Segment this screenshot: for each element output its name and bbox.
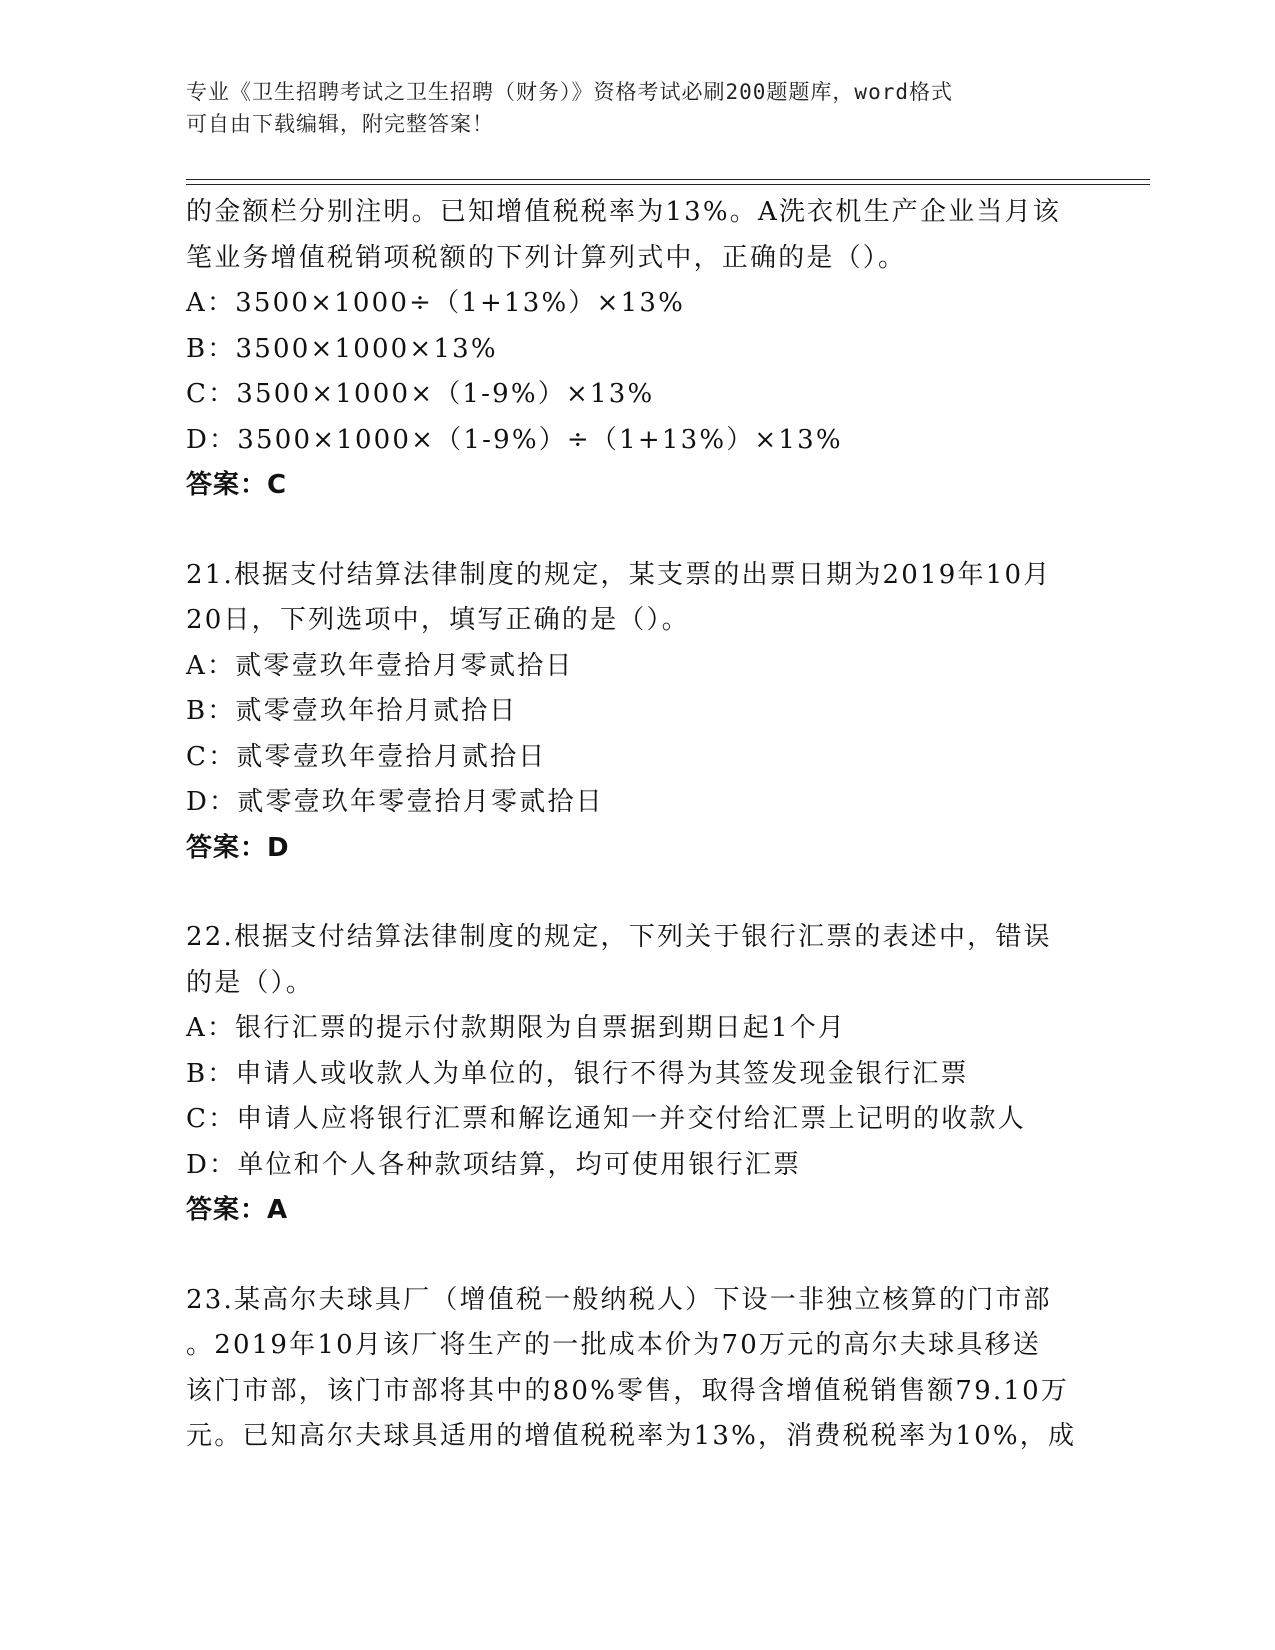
- question-spacer: [186, 509, 1086, 553]
- question-21: [186, 553, 1086, 872]
- page-header: [186, 76, 1076, 140]
- question-stem-line: 该门市部，该门市部将其中的80%零售，取得含增值税销售额79.10万: [186, 1375, 1070, 1406]
- option-c: C：申请人应将银行汇票和解讫通知一并交付给汇票上记明的收款人: [186, 1104, 1026, 1134]
- answer-value: A: [267, 1195, 289, 1225]
- option-b: B：3500×1000×13%: [186, 333, 498, 364]
- question-stem-line: 。2019年10月该厂将生产的一批成本价为70万元的高尔夫球具移送: [186, 1330, 1041, 1360]
- option-c: C：贰零壹玖年壹拾月贰拾日: [186, 741, 547, 772]
- header-title-line-1: 专业《卫生招聘考试之卫生招聘（财务）》资格考试必刷200题题库，word格式: [186, 80, 953, 104]
- question-22: [186, 915, 1086, 1234]
- option-a: A：贰零壹玖年壹拾月零贰拾日: [186, 650, 574, 681]
- question-stem-line: 20日，下列选项中，填写正确的是（）。: [186, 605, 690, 635]
- answer-line: [186, 1188, 1086, 1234]
- option-b: B：申请人或收款人为单位的，银行不得为其签发现金银行汇票: [186, 1058, 969, 1089]
- option-d: D：3500×1000×（1-9%）÷（1+13%）×13%: [186, 424, 843, 455]
- question-stem-line: 元。已知高尔夫球具适用的增值税税率为13%，消费税税率为10%，成: [186, 1421, 1077, 1451]
- answer-label: 答案：: [186, 470, 268, 500]
- question-stem-line: 的是（）。: [186, 967, 315, 998]
- answer-value: C: [267, 470, 288, 500]
- question-20: [186, 190, 1086, 509]
- option-d: D：贰零壹玖年零壹拾月零贰拾日: [186, 787, 604, 817]
- option-d: D：单位和个人各种款项结算，均可使用银行汇票: [186, 1149, 802, 1180]
- option-a: A：银行汇票的提示付款期限为自票据到期日起1个月: [186, 1013, 847, 1043]
- question-stem-line: 21.根据支付结算法律制度的规定，某支票的出票日期为2019年10月: [186, 559, 1052, 590]
- question-23: [186, 1278, 1086, 1460]
- header-divider-bottom: [186, 184, 1150, 185]
- option-b: B：贰零壹玖年拾月贰拾日: [186, 696, 518, 726]
- answer-line: [186, 826, 1086, 872]
- question-spacer: [186, 1234, 1086, 1278]
- question-list: [186, 190, 1086, 1460]
- question-stem-line: 的金额栏分别注明。已知增值税税率为13%。A洗衣机生产企业当月该: [186, 197, 1061, 227]
- answer-label: 答案：: [186, 832, 268, 863]
- option-c: C：3500×1000×（1-9%）×13%: [186, 379, 655, 409]
- option-a: A：3500×1000÷（1+13%）×13%: [186, 288, 685, 318]
- header-title-line-2: 可自由下载编辑，附完整答案！: [186, 112, 494, 136]
- question-spacer: [186, 871, 1086, 915]
- header-divider-top: [186, 179, 1150, 180]
- answer-line: [186, 463, 1086, 509]
- question-stem-line: 22.根据支付结算法律制度的规定，下列关于银行汇票的表述中，错误: [186, 922, 1052, 952]
- answer-value: D: [267, 832, 290, 863]
- answer-label: 答案：: [186, 1195, 268, 1225]
- question-stem-line: 23.某高尔夫球具厂（增值税一般纳税人）下设一非独立核算的门市部: [186, 1284, 1052, 1315]
- question-stem-line: 笔业务增值税销项税额的下列计算列式中，正确的是（）。: [186, 242, 907, 273]
